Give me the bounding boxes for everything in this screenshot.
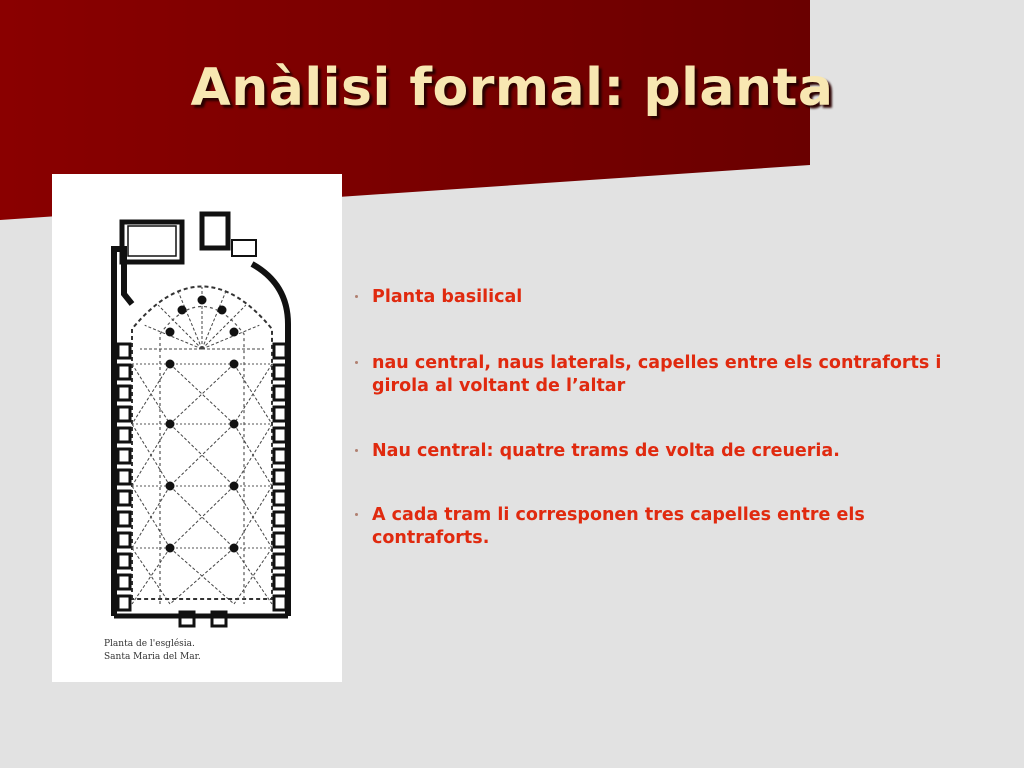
floor-plan-drawing xyxy=(52,174,342,682)
plan-caption xyxy=(104,638,201,664)
bullet-dot-icon xyxy=(355,513,358,516)
bullet-text: Nau central: quatre trams de volta de creueria. xyxy=(372,441,840,461)
bullet-dot-icon xyxy=(355,361,358,364)
bullet-dot-icon xyxy=(355,449,358,452)
plan-caption-line1: Planta de l'església. xyxy=(104,639,195,649)
bullet-text: nau central, naus laterals, capelles entre els contraforts i girola al voltant de l’altar xyxy=(372,353,942,396)
bullet-text: Planta basilical xyxy=(372,287,523,307)
bullet-text: A cada tram li corresponen tres capelles entre els contraforts. xyxy=(372,505,865,548)
bullet-dot-icon xyxy=(355,295,358,298)
plan-caption-line2: Santa Maria del Mar. xyxy=(104,652,201,662)
floor-plan-image xyxy=(52,174,342,682)
slide-title: Anàlisi formal: planta xyxy=(190,58,834,118)
